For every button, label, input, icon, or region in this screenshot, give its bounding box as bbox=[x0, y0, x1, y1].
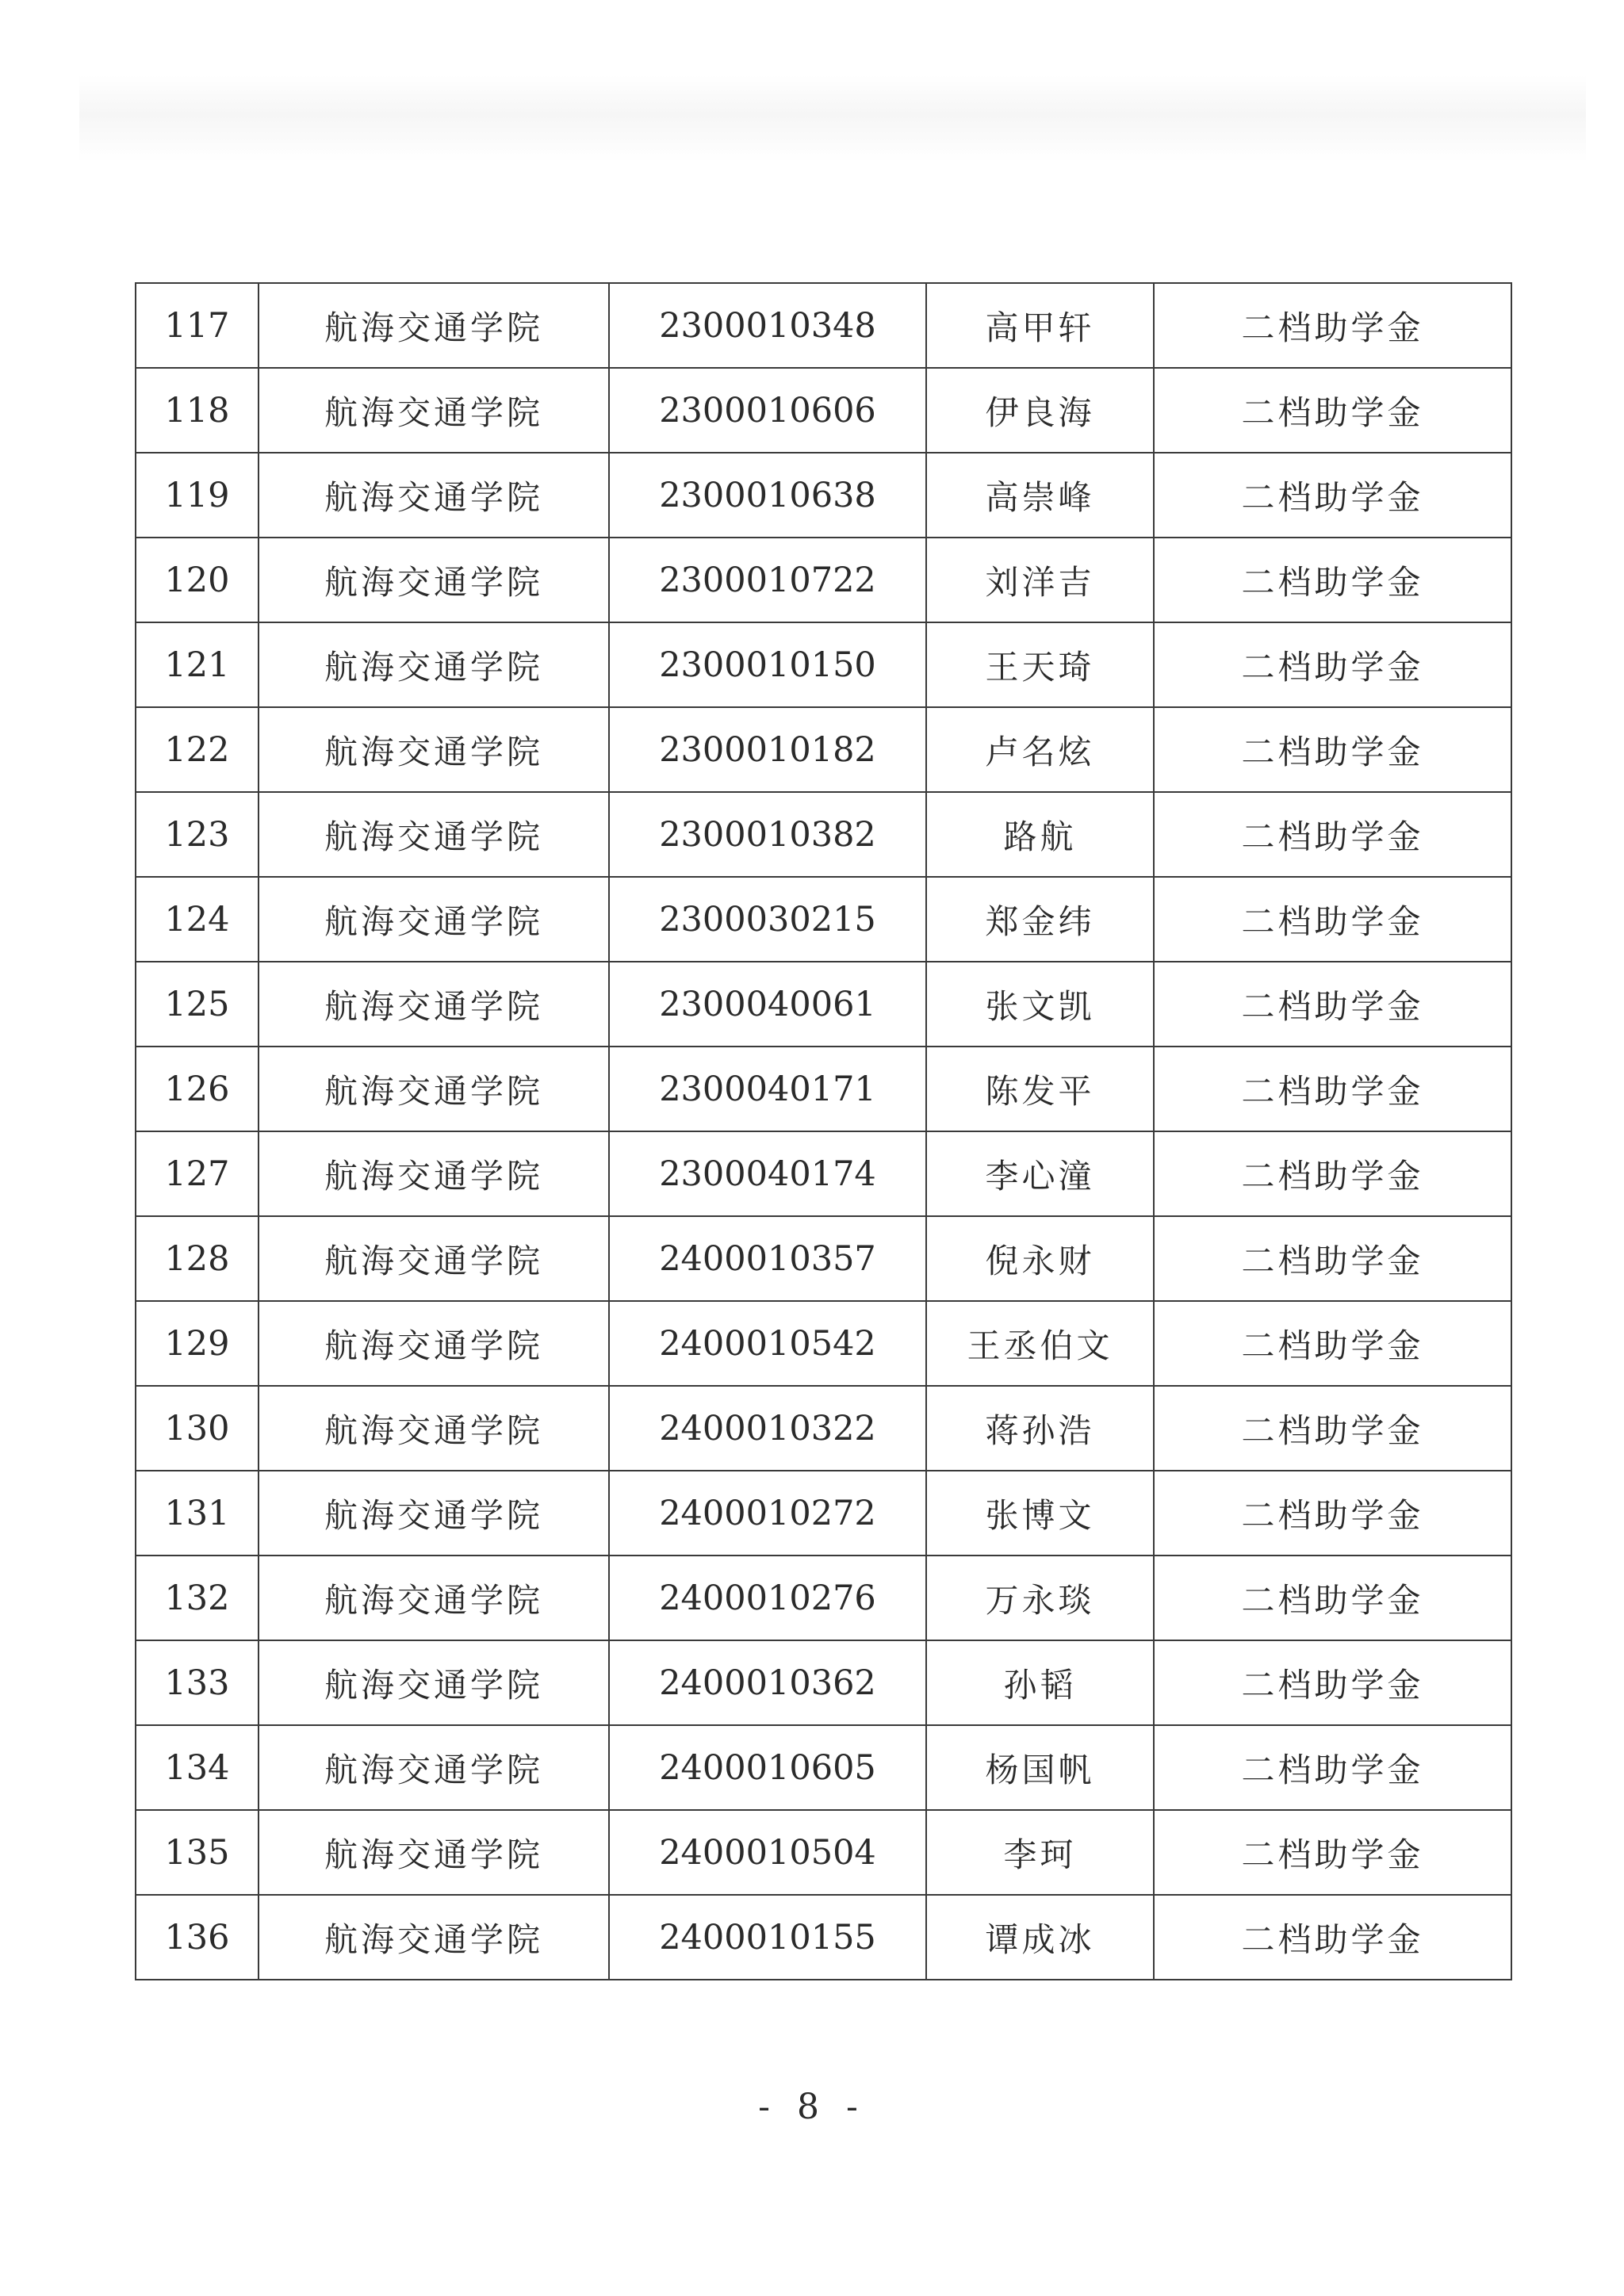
college-cell: 航海交通学院 bbox=[259, 962, 609, 1047]
table-row bbox=[136, 877, 1511, 962]
college-cell: 航海交通学院 bbox=[259, 283, 609, 368]
college-cell: 航海交通学院 bbox=[259, 1725, 609, 1810]
student-id-cell: 2400010357 bbox=[609, 1216, 926, 1301]
student-id-cell: 2300010382 bbox=[609, 792, 926, 877]
table-row bbox=[136, 368, 1511, 453]
student-name-cell: 王天琦 bbox=[926, 622, 1154, 707]
college-cell: 航海交通学院 bbox=[259, 622, 609, 707]
student-name-cell: 李心潼 bbox=[926, 1131, 1154, 1216]
student-id-cell: 2400010322 bbox=[609, 1386, 926, 1471]
student-name-cell: 刘洋吉 bbox=[926, 538, 1154, 622]
table-row bbox=[136, 962, 1511, 1047]
college-cell: 航海交通学院 bbox=[259, 1131, 609, 1216]
row-number-cell: 120 bbox=[136, 538, 259, 622]
college-cell: 航海交通学院 bbox=[259, 1386, 609, 1471]
student-id-cell: 2400010605 bbox=[609, 1725, 926, 1810]
student-id-cell: 2300010638 bbox=[609, 453, 926, 538]
student-id-cell: 2300010606 bbox=[609, 368, 926, 453]
student-id-cell: 2300010150 bbox=[609, 622, 926, 707]
aid-level-cell: 二档助学金 bbox=[1154, 1556, 1511, 1640]
row-number-cell: 123 bbox=[136, 792, 259, 877]
student-name-cell: 张文凯 bbox=[926, 962, 1154, 1047]
aid-level-cell: 二档助学金 bbox=[1154, 1131, 1511, 1216]
row-number-cell: 129 bbox=[136, 1301, 259, 1386]
college-cell: 航海交通学院 bbox=[259, 1895, 609, 1980]
row-number-cell: 117 bbox=[136, 283, 259, 368]
table-row bbox=[136, 1725, 1511, 1810]
student-id-cell: 2300040174 bbox=[609, 1131, 926, 1216]
college-cell: 航海交通学院 bbox=[259, 1810, 609, 1895]
aid-level-cell: 二档助学金 bbox=[1154, 1471, 1511, 1556]
student-id-cell: 2400010504 bbox=[609, 1810, 926, 1895]
scan-artifact bbox=[79, 75, 1586, 163]
college-cell: 航海交通学院 bbox=[259, 1640, 609, 1725]
scholarship-table bbox=[135, 282, 1512, 1980]
student-name-cell: 李珂 bbox=[926, 1810, 1154, 1895]
table-row bbox=[136, 622, 1511, 707]
row-number-cell: 124 bbox=[136, 877, 259, 962]
college-cell: 航海交通学院 bbox=[259, 1301, 609, 1386]
student-id-cell: 2300030215 bbox=[609, 877, 926, 962]
student-id-cell: 2300010182 bbox=[609, 707, 926, 792]
table-row bbox=[136, 1556, 1511, 1640]
aid-level-cell: 二档助学金 bbox=[1154, 538, 1511, 622]
student-id-cell: 2300010348 bbox=[609, 283, 926, 368]
row-number-cell: 118 bbox=[136, 368, 259, 453]
table-row bbox=[136, 453, 1511, 538]
aid-level-cell: 二档助学金 bbox=[1154, 622, 1511, 707]
row-number-cell: 122 bbox=[136, 707, 259, 792]
row-number-cell: 131 bbox=[136, 1471, 259, 1556]
student-id-cell: 2400010362 bbox=[609, 1640, 926, 1725]
aid-level-cell: 二档助学金 bbox=[1154, 1386, 1511, 1471]
table-row bbox=[136, 1471, 1511, 1556]
row-number-cell: 126 bbox=[136, 1047, 259, 1131]
college-cell: 航海交通学院 bbox=[259, 877, 609, 962]
student-id-cell: 2400010276 bbox=[609, 1556, 926, 1640]
student-name-cell: 张博文 bbox=[926, 1471, 1154, 1556]
table-row bbox=[136, 283, 1511, 368]
student-name-cell: 郑金纬 bbox=[926, 877, 1154, 962]
aid-level-cell: 二档助学金 bbox=[1154, 1640, 1511, 1725]
student-name-cell: 路航 bbox=[926, 792, 1154, 877]
student-name-cell: 孙韬 bbox=[926, 1640, 1154, 1725]
student-id-cell: 2400010272 bbox=[609, 1471, 926, 1556]
student-id-cell: 2300040171 bbox=[609, 1047, 926, 1131]
aid-level-cell: 二档助学金 bbox=[1154, 1301, 1511, 1386]
college-cell: 航海交通学院 bbox=[259, 1216, 609, 1301]
row-number-cell: 135 bbox=[136, 1810, 259, 1895]
aid-level-cell: 二档助学金 bbox=[1154, 792, 1511, 877]
table-row bbox=[136, 707, 1511, 792]
aid-level-cell: 二档助学金 bbox=[1154, 1810, 1511, 1895]
row-number-cell: 136 bbox=[136, 1895, 259, 1980]
student-name-cell: 杨国帆 bbox=[926, 1725, 1154, 1810]
student-name-cell: 伊良海 bbox=[926, 368, 1154, 453]
college-cell: 航海交通学院 bbox=[259, 1556, 609, 1640]
student-name-cell: 倪永财 bbox=[926, 1216, 1154, 1301]
student-name-cell: 高崇峰 bbox=[926, 453, 1154, 538]
aid-level-cell: 二档助学金 bbox=[1154, 1216, 1511, 1301]
aid-level-cell: 二档助学金 bbox=[1154, 1047, 1511, 1131]
student-name-cell: 蒋孙浩 bbox=[926, 1386, 1154, 1471]
table-body bbox=[136, 283, 1511, 1980]
row-number-cell: 128 bbox=[136, 1216, 259, 1301]
college-cell: 航海交通学院 bbox=[259, 453, 609, 538]
table-row bbox=[136, 1640, 1511, 1725]
aid-level-cell: 二档助学金 bbox=[1154, 877, 1511, 962]
college-cell: 航海交通学院 bbox=[259, 1047, 609, 1131]
aid-level-cell: 二档助学金 bbox=[1154, 1895, 1511, 1980]
row-number-cell: 125 bbox=[136, 962, 259, 1047]
table-row bbox=[136, 1047, 1511, 1131]
row-number-cell: 134 bbox=[136, 1725, 259, 1810]
student-name-cell: 谭成冰 bbox=[926, 1895, 1154, 1980]
college-cell: 航海交通学院 bbox=[259, 707, 609, 792]
college-cell: 航海交通学院 bbox=[259, 538, 609, 622]
row-number-cell: 121 bbox=[136, 622, 259, 707]
table-row bbox=[136, 1810, 1511, 1895]
table-row bbox=[136, 1895, 1511, 1980]
table-row bbox=[136, 1301, 1511, 1386]
student-name-cell: 王丞伯文 bbox=[926, 1301, 1154, 1386]
aid-level-cell: 二档助学金 bbox=[1154, 283, 1511, 368]
table-row bbox=[136, 1386, 1511, 1471]
student-name-cell: 陈发平 bbox=[926, 1047, 1154, 1131]
row-number-cell: 127 bbox=[136, 1131, 259, 1216]
row-number-cell: 130 bbox=[136, 1386, 259, 1471]
table-row bbox=[136, 1216, 1511, 1301]
student-name-cell: 卢名炫 bbox=[926, 707, 1154, 792]
student-name-cell: 万永琰 bbox=[926, 1556, 1154, 1640]
aid-level-cell: 二档助学金 bbox=[1154, 453, 1511, 538]
table-row bbox=[136, 792, 1511, 877]
college-cell: 航海交通学院 bbox=[259, 1471, 609, 1556]
student-id-cell: 2400010155 bbox=[609, 1895, 926, 1980]
page-number: - 8 - bbox=[758, 2087, 866, 2127]
student-id-cell: 2300010722 bbox=[609, 538, 926, 622]
table-row bbox=[136, 538, 1511, 622]
aid-level-cell: 二档助学金 bbox=[1154, 707, 1511, 792]
aid-level-cell: 二档助学金 bbox=[1154, 1725, 1511, 1810]
student-id-cell: 2400010542 bbox=[609, 1301, 926, 1386]
table-row bbox=[136, 1131, 1511, 1216]
row-number-cell: 119 bbox=[136, 453, 259, 538]
student-id-cell: 2300040061 bbox=[609, 962, 926, 1047]
row-number-cell: 132 bbox=[136, 1556, 259, 1640]
student-name-cell: 高甲轩 bbox=[926, 283, 1154, 368]
row-number-cell: 133 bbox=[136, 1640, 259, 1725]
aid-level-cell: 二档助学金 bbox=[1154, 962, 1511, 1047]
college-cell: 航海交通学院 bbox=[259, 368, 609, 453]
aid-level-cell: 二档助学金 bbox=[1154, 368, 1511, 453]
college-cell: 航海交通学院 bbox=[259, 792, 609, 877]
